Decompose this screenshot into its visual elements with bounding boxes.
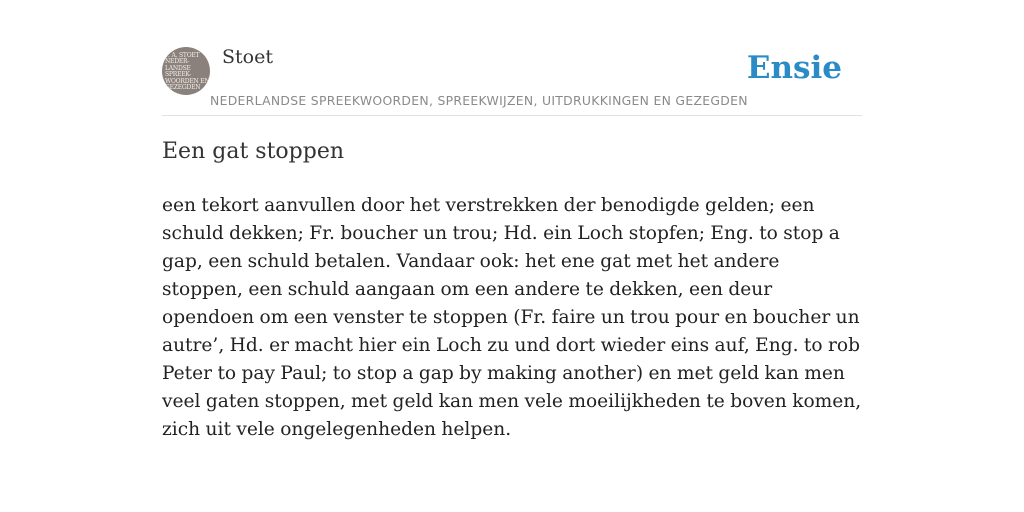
entry-definition: een tekort aanvullen door het verstrekken der benodigde gelden; een schuld dekken; Fr. boucher un trou; Hd. ein Loch stopfen; Eng. to stop a gap, een schuld betalen. Vandaar ook: het ene gat met het andere stoppen, een schuld aangaan om een andere te dekken, een deur opendoen om een venster te stoppen (Fr. faire un trou pour en boucher un autre’, Hd. er macht hier ein Loch zu und dort wieder eins auf, Eng. to rob Peter to pay Paul; to stop a gap by making another) en met geld kan men veel gaten stoppen, met geld kan men vele moeilijkheden te boven komen, zich uit vele ongelegenheden helpen. — [162, 195, 862, 440]
header-divider — [162, 115, 862, 116]
entry-card — [162, 0, 862, 512]
ensie-logo[interactable]: Ensie — [746, 50, 842, 86]
author-name[interactable]: Stoet — [222, 46, 273, 68]
avatar-book-cover: F. A. STOET NEDER- LANDSE SPREEK- WOORDEN EN GEZEGDEN — [165, 52, 210, 92]
author-avatar[interactable] — [162, 47, 210, 95]
entry-title: Een gat stoppen — [162, 139, 345, 164]
source-title[interactable]: NEDERLANDSE SPREEKWOORDEN, SPREEKWIJZEN, UITDRUKKINGEN EN GEZEGDEN — [210, 93, 748, 108]
